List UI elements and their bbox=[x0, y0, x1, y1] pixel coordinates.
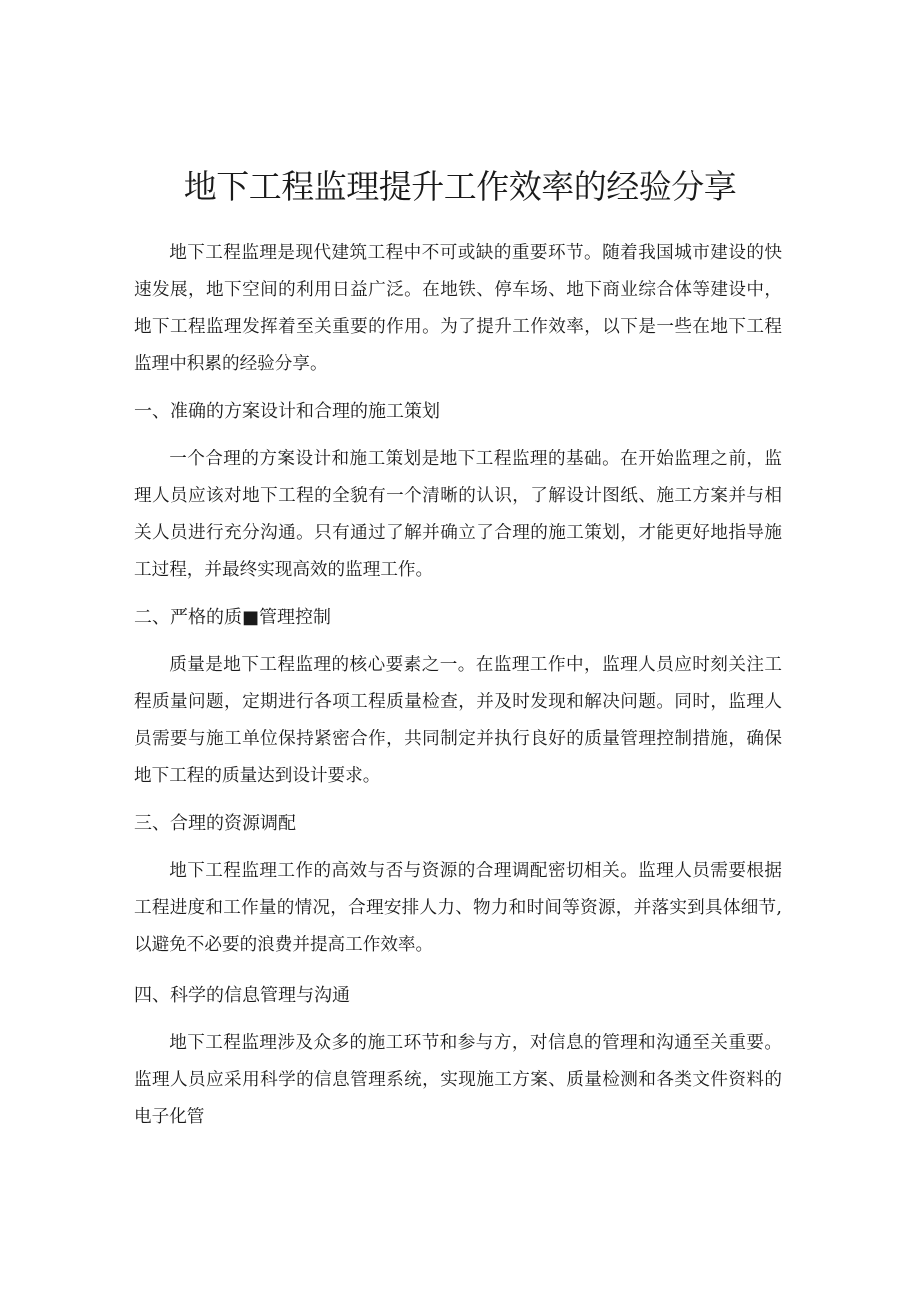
section-1-paragraph: 一个合理的方案设计和施工策划是地下工程监理的基础。在开始监理之前，监理人员应该对地下工程的全貌有一个清晰的认识，了解设计图纸、施工方案并与相关人员进行充分沟通。只有通过了解并确立了合理的施工策划，才能更好地指导施工过程，并最终实现高效的监理工作。 bbox=[134, 449, 782, 580]
section-3-heading: 三、合理的资源调配 bbox=[134, 813, 296, 834]
document-title: 地下工程监理提升工作效率的经验分享 bbox=[183, 167, 737, 206]
intro-paragraph: 地下工程监理是现代建筑工程中不可或缺的重要环节。随着我国城市建设的快速发展，地下空间的利用日益广泛。在地铁、停车场、地下商业综合体等建设中，地下工程监理发挥着至关重要的作用。为了提升工作效率，以下是一些在地下工程监理中积累的经验分享。 bbox=[134, 243, 782, 374]
section-3-paragraph: 地下工程监理工作的高效与否与资源的合理调配密切相关。监理人员需要根据工程进度和工作量的情况，合理安排人力、物力和时间等资源，并落实到具体细节,以避免不必要的浪费并提高工作效率。 bbox=[134, 861, 782, 955]
section-4-heading: 四、科学的信息管理与沟通 bbox=[134, 985, 350, 1006]
section-2-paragraph: 质量是地下工程监理的核心要素之一。在监理工作中，监理人员应时刻关注工程质量问题，定期进行各项工程质量检查，并及时发现和解决问题。同时，监理人员需要与施工单位保持紧密合作，共同制定并执行良好的质量管理控制措施，确保地下工程的质量达到设计要求。 bbox=[134, 655, 782, 786]
section-1-heading: 一、准确的方案设计和合理的施工策划 bbox=[134, 401, 440, 422]
section-2-heading: 二、严格的质■管理控制 bbox=[134, 607, 332, 628]
section-4-paragraph: 地下工程监理涉及众多的施工环节和参与方，对信息的管理和沟通至关重要。监理人员应采用科学的信息管理系统，实现施工方案、质量检测和各类文件资料的电子化管 bbox=[134, 1033, 782, 1127]
